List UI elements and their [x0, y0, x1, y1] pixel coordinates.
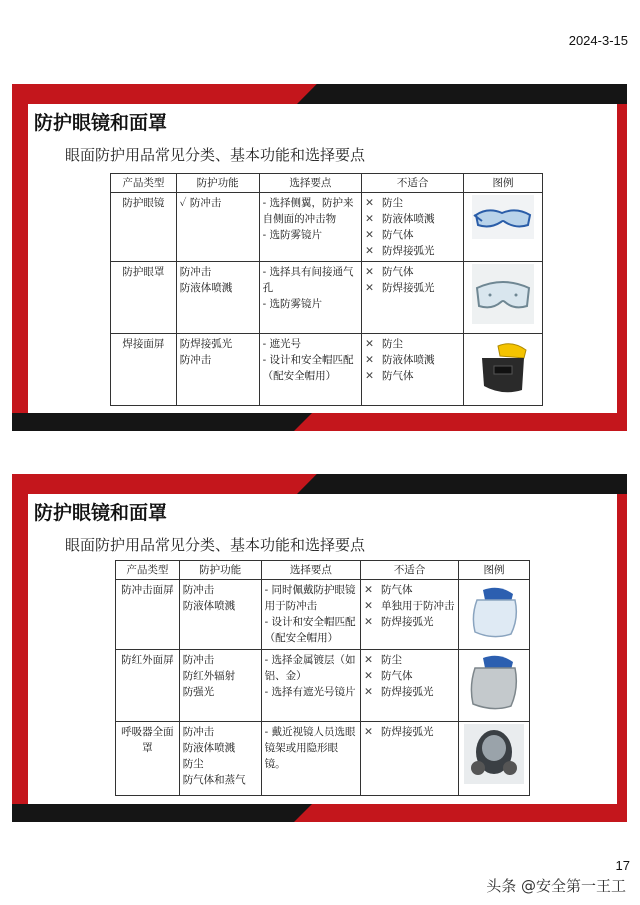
unsuitable-item: ✕ 防气体 — [365, 229, 414, 241]
function-item: 防液体喷溅 — [182, 742, 236, 754]
product-type: 焊接面屏 — [111, 334, 177, 406]
safety-glasses-icon — [472, 195, 534, 239]
unsuitable-item: ✕ 防气体 — [365, 370, 414, 382]
cross-icon: ✕ — [365, 370, 374, 382]
unsuitable-item: ✕ 防焊接弧光 — [364, 616, 434, 628]
point-item: - 选择有遮光号镜片 — [264, 686, 356, 698]
slide-subtitle: 眼面防护用品常见分类、基本功能和选择要点 — [65, 536, 366, 554]
function-item: 防液体喷溅 — [182, 600, 236, 612]
slide-title: 防护眼镜和面罩 — [34, 112, 168, 134]
frame-accent-bottom — [12, 804, 312, 822]
protection-functions — [179, 650, 261, 722]
function-item: 防强光 — [182, 686, 215, 698]
cross-icon: ✕ — [365, 354, 374, 366]
function-item: 防红外辐射 — [182, 670, 236, 682]
unsuitable-list — [362, 193, 464, 262]
full-face-respirator-icon — [464, 724, 524, 784]
example-image — [464, 334, 543, 406]
function-item: 防焊接弧光 — [179, 338, 233, 350]
point-item: - 同时佩戴防护眼镜用于防冲击 — [264, 584, 356, 612]
selection-points — [259, 262, 362, 334]
cross-icon: ✕ — [365, 229, 374, 241]
cross-icon: ✕ — [364, 584, 373, 596]
product-type: 防红外面屏 — [116, 650, 180, 722]
function-item: 防冲击 — [179, 266, 212, 278]
function-item: 防冲击 — [182, 654, 215, 666]
unsuitable-item: ✕ 防液体喷溅 — [365, 213, 435, 225]
unsuitable-item: ✕ 防焊接弧光 — [365, 245, 435, 257]
unsuitable-list — [361, 650, 459, 722]
slide-1 — [12, 84, 627, 431]
selection-points — [259, 193, 362, 262]
cross-icon: ✕ — [365, 266, 374, 278]
point-item: - 选择具有间接通气孔 — [262, 266, 354, 294]
function-item: 防冲击 — [182, 726, 215, 738]
selection-points — [261, 650, 361, 722]
welding-helmet-icon — [472, 336, 534, 398]
ppe-table — [110, 173, 543, 406]
frame-accent-bottom — [12, 413, 312, 431]
cross-icon: ✕ — [364, 654, 373, 666]
protection-functions — [176, 193, 259, 262]
protection-functions — [179, 580, 261, 650]
column-header: 选择要点 — [259, 174, 362, 193]
cross-icon: ✕ — [364, 600, 373, 612]
example-image — [464, 262, 543, 334]
point-item: - 戴近视镜人员选眼镜架或用隐形眼镜。 — [264, 726, 356, 770]
page-number: 17 — [615, 858, 630, 873]
column-header: 不适合 — [362, 174, 464, 193]
table-header-row — [111, 174, 543, 193]
frame-accent-top — [297, 84, 627, 104]
slide-title: 防护眼镜和面罩 — [34, 502, 168, 524]
table-row — [116, 650, 530, 722]
selection-points — [259, 334, 362, 406]
function-item: 防气体和蒸气 — [182, 774, 246, 786]
column-header: 防护功能 — [176, 174, 259, 193]
cross-icon: ✕ — [364, 670, 373, 682]
safety-goggles-icon — [472, 264, 534, 324]
cross-icon: ✕ — [365, 197, 374, 209]
cross-icon: ✕ — [364, 616, 373, 628]
column-header: 图例 — [464, 174, 543, 193]
product-type: 呼吸器全面罩 — [116, 722, 180, 796]
function-item: 防冲击 — [179, 354, 212, 366]
point-item: - 选防雾镜片 — [262, 298, 322, 310]
unsuitable-item: ✕ 防尘 — [364, 654, 402, 666]
column-header: 图例 — [458, 561, 529, 580]
table-header-row — [116, 561, 530, 580]
unsuitable-list — [362, 262, 464, 334]
unsuitable-list — [362, 334, 464, 406]
unsuitable-item: ✕ 防气体 — [364, 670, 413, 682]
unsuitable-item: ✕ 防尘 — [365, 197, 403, 209]
unsuitable-item: ✕ 防气体 — [365, 266, 414, 278]
slide-subtitle: 眼面防护用品常见分类、基本功能和选择要点 — [65, 146, 366, 164]
cross-icon: ✕ — [365, 282, 374, 294]
unsuitable-list — [361, 722, 459, 796]
date: 2024-3-15 — [568, 33, 628, 48]
unsuitable-item: ✕ 防液体喷溅 — [365, 354, 435, 366]
function-item: 防尘 — [182, 758, 204, 770]
unsuitable-list — [361, 580, 459, 650]
cross-icon: ✕ — [364, 726, 373, 738]
column-header: 产品类型 — [116, 561, 180, 580]
function-item: 防液体喷溅 — [179, 282, 233, 294]
unsuitable-item: ✕ 防气体 — [364, 584, 413, 596]
unsuitable-item: ✕ 防尘 — [365, 338, 403, 350]
example-image — [458, 650, 529, 722]
point-item: - 设计和安全帽匹配（配安全帽用） — [262, 354, 354, 382]
protection-functions — [176, 334, 259, 406]
column-header: 防护功能 — [179, 561, 261, 580]
table-row — [116, 722, 530, 796]
column-header: 产品类型 — [111, 174, 177, 193]
cross-icon: ✕ — [364, 686, 373, 698]
unsuitable-item: ✕ 防焊接弧光 — [365, 282, 435, 294]
example-image — [458, 580, 529, 650]
unsuitable-item: ✕ 防焊接弧光 — [364, 726, 434, 738]
product-type: 防护眼罩 — [111, 262, 177, 334]
column-header: 选择要点 — [261, 561, 361, 580]
function-item: ✓ 防冲击 — [179, 197, 222, 209]
ppe-table — [115, 560, 530, 796]
table-row — [111, 334, 543, 406]
selection-points — [261, 580, 361, 650]
table-row — [116, 580, 530, 650]
example-image — [458, 722, 529, 796]
cross-icon: ✕ — [365, 338, 374, 350]
slide-2 — [12, 474, 627, 822]
table-row — [111, 262, 543, 334]
frame-accent-top — [297, 474, 627, 494]
product-type: 防护眼镜 — [111, 193, 177, 262]
impact-face-shield-icon — [463, 582, 525, 642]
point-item: - 选择金属镀层（如铝、金） — [264, 654, 356, 682]
watermark: 头条 @安全第一王工 — [486, 877, 626, 895]
point-item: - 选防雾镜片 — [262, 229, 322, 241]
protection-functions — [179, 722, 261, 796]
product-type: 防冲击面屏 — [116, 580, 180, 650]
cross-icon: ✕ — [365, 213, 374, 225]
protection-functions — [176, 262, 259, 334]
infrared-face-shield-icon — [463, 652, 525, 714]
example-image — [464, 193, 543, 262]
function-item: 防冲击 — [182, 584, 215, 596]
point-item: - 设计和安全帽匹配（配安全帽用） — [264, 616, 356, 644]
column-header: 不适合 — [361, 561, 459, 580]
selection-points — [261, 722, 361, 796]
unsuitable-item: ✕ 单独用于防冲击 — [364, 600, 455, 612]
cross-icon: ✕ — [365, 245, 374, 257]
point-item: - 选择侧翼，防护来自侧面的冲击物 — [262, 197, 354, 225]
table-row — [111, 193, 543, 262]
point-item: - 遮光号 — [262, 338, 301, 350]
unsuitable-item: ✕ 防焊接弧光 — [364, 686, 434, 698]
